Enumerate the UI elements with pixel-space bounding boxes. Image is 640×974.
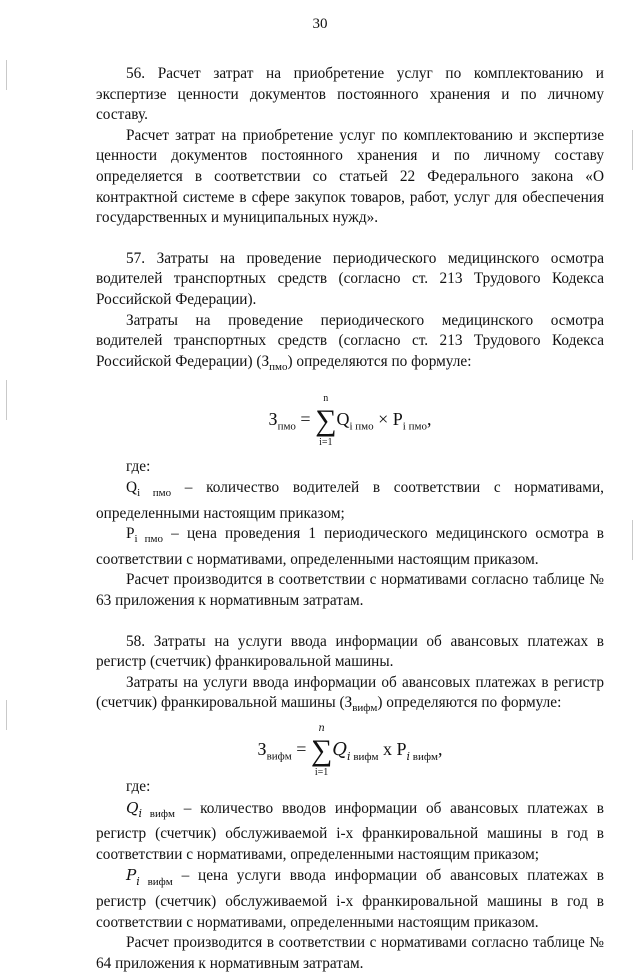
scan-artifact (6, 60, 7, 90)
definition-q-pmo: $Q_{i пмо}$ – количество водителей в соответствии с нормативами, определенными настоящим приказом; (96, 478, 604, 522)
sigma-symbol: ∑ n i=1 (315, 393, 337, 449)
page-number: 30 (312, 16, 328, 32)
section-57-text: Затраты на проведение периодического медицинского осмотра водителей транспортных средств (согласно ст. 213 Трудового Кодекса Российской Федерации) $(З_{пмо})$ определяются по формуле: (96, 311, 604, 373)
where-label: где: (126, 458, 151, 476)
definition-p-pmo: $P_{i пмо}$ – цена проведения 1 периодического медицинского осмотра в соответствии с нормативами, определенными настоящим приказом. (96, 525, 605, 568)
scan-artifact (632, 130, 633, 170)
document-body (96, 64, 604, 974)
calc-note-57: Расчет производится в соответствии с нормативами согласно таблице № 63 приложения к нормативным затратам. (96, 571, 604, 610)
scan-artifact (632, 520, 633, 560)
formula-57: $З_{пмо}$ = ∑ n i=1 $Q_{i пмо} \times P_{i пмо}$, (268, 393, 432, 449)
scan-artifact (6, 700, 7, 730)
scan-artifact (6, 380, 7, 420)
calc-note-58: Расчет производится в соответствии с нормативами согласно таблице № 64 приложения к нормативным затратам. (96, 934, 604, 972)
section-56-heading: 56. Расчет затрат на приобретение услуг по комплектованию и экспертизе ценности документов постоянного хранения и по личному составу. (96, 65, 604, 124)
definition-q-vifm: $Q_{i вифм}$ – количество вводов информации об авансовых платежах в регистр (счетчик) обслуживаемой i-х франкировальной машины в год в соответствии с нормативами, определенными настоящим приказом; (96, 798, 605, 863)
section-57-heading: 57. Затраты на проведение периодического медицинского осмотра водителей транспортных средств (согласно ст. 213 Трудового Кодекса Российской Федерации). (96, 249, 604, 308)
sigma-symbol: ∑ n i=1 (310, 722, 333, 778)
definition-p-vifm: $P_{i вифм}$ – цена услуги ввода информации об авансовых платежах в регистр (счетчик) обслуживаемой i-х франкировальной машины в год в соответствии с нормативами, определенными настоящим приказом. (96, 866, 604, 931)
formula-58: $З_{вифм}$ = ∑ n i=1 $Q_{i вифм}$ x $P_{i вифм}$, (257, 722, 443, 778)
section-56-text: Расчет затрат на приобретение услуг по комплектованию и экспертизе ценности документов постоянного хранения и по личному составу определяется в соответствии со статьей 22 Федерального закона «О контрактной системе в сфере закупок товаров, работ, услуг для обеспечения государственных и муниципальных нужд». (96, 126, 604, 227)
section-58-text: Затраты на услуги ввода информации об авансовых платежах в регистр (счетчик) франкировальной машины $(З_{вифм})$ определяются по формуле: (96, 673, 604, 715)
where-label: где: (126, 778, 151, 796)
section-58-heading: 58. Затраты на услуги ввода информации об авансовых платежах в регистр (счетчик) франкировальной машины. (96, 632, 604, 671)
